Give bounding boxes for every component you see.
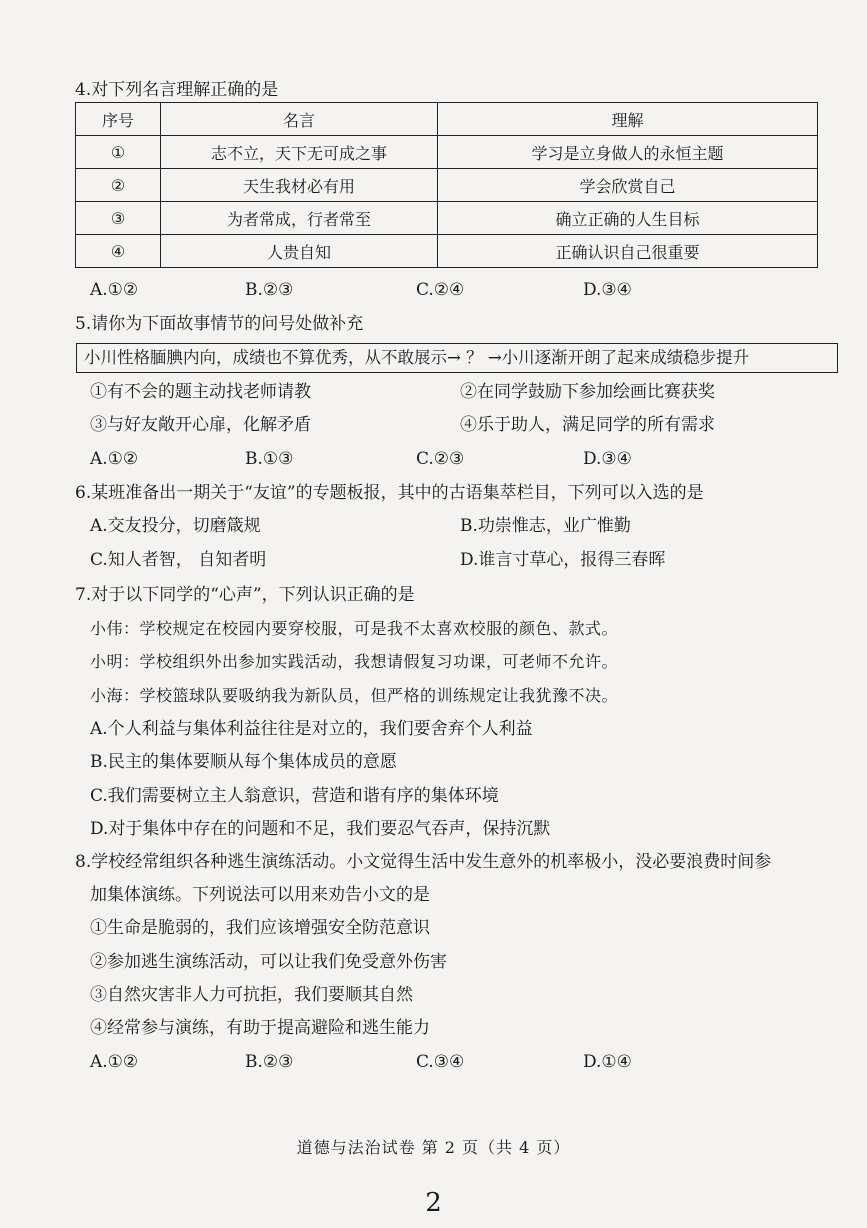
q6-title: 6.某班准备出一期关于“友谊”的专题板报，其中的古语集萃栏目，下列可以入选的是: [75, 483, 704, 503]
q5-item-2: ②在同学鼓励下参加绘画比赛获奖: [460, 382, 715, 402]
q4-option-c: C.②④: [416, 280, 465, 300]
row-understanding: 学会欣赏自己: [438, 169, 818, 202]
q8-title-line2: 加集体演练。下列说法可以用来劝告小文的是: [90, 885, 430, 905]
q5-option-a: A.①②: [90, 449, 139, 469]
q7-voice-xiaoming: 小明：学校组织外出参加实践活动，我想请假复习功课，可老师不允许。: [90, 652, 619, 671]
page-footer: 道德与法治试卷 第 2 页（共 4 页）: [296, 1138, 571, 1157]
row-index: ④: [76, 235, 161, 268]
q5-item-1: ①有不会的题主动找老师请教: [90, 382, 311, 402]
header-index: 序号: [76, 103, 161, 136]
table-row: [76, 202, 818, 235]
q4-quote-table: [75, 102, 818, 268]
row-index: ①: [76, 136, 161, 169]
row-quote: 志不立，天下无可成之事: [161, 136, 438, 169]
q4-option-a: A.①②: [90, 280, 139, 300]
q7-option-d: D.对于集体中存在的问题和不足，我们要忍气吞声，保持沉默: [90, 819, 551, 839]
q5-story-box: 小川性格腼腆内向，成绩也不算优秀，从不敢展示→ ？ →小川逐渐开朗了起来成绩稳步提升: [76, 343, 838, 373]
table-header-row: [76, 103, 818, 136]
q4-title: 4.对下列名言理解正确的是: [75, 80, 279, 100]
row-understanding: 确立正确的人生目标: [438, 202, 818, 235]
q7-voice-xiaowei: 小伟：学校规定在校园内要穿校服，可是我不太喜欢校服的颜色、款式。: [90, 619, 619, 638]
q5-option-d: D.③④: [583, 449, 632, 469]
table-row: [76, 235, 818, 268]
row-quote: 人贵自知: [161, 235, 438, 268]
row-index: ③: [76, 202, 161, 235]
row-index: ②: [76, 169, 161, 202]
q7-voice-xiaohai: 小海：学校篮球队要吸纳我为新队员，但严格的训练规定让我犹豫不决。: [90, 686, 619, 705]
q5-title: 5.请你为下面故事情节的问号处做补充: [75, 314, 364, 334]
header-quote: 名言: [161, 103, 438, 136]
q8-option-d: D.①④: [583, 1052, 632, 1072]
q7-title: 7.对于以下同学的“心声”，下列认识正确的是: [75, 585, 415, 605]
q4-option-d: D.③④: [583, 280, 632, 300]
page-number: 2: [425, 1188, 442, 1218]
q7-option-b: B.民主的集体要顺从每个集体成员的意愿: [90, 752, 397, 772]
q8-item-2: ②参加逃生演练活动，可以让我们免受意外伤害: [90, 952, 447, 972]
row-quote: 天生我材必有用: [161, 169, 438, 202]
q6-option-b: B.功崇惟志，业广惟勤: [460, 516, 631, 536]
row-quote: 为者常成，行者常至: [161, 202, 438, 235]
q8-option-a: A.①②: [90, 1052, 139, 1072]
q5-option-b: B.①③: [245, 449, 294, 469]
header-understanding: 理解: [438, 103, 818, 136]
q8-item-4: ④经常参与演练，有助于提高避险和逃生能力: [90, 1018, 430, 1038]
q8-title-line1: 8.学校经常组织各种逃生演练活动。小文觉得生活中发生意外的机率极小，没必要浪费时间参: [75, 852, 772, 872]
q4-option-b: B.②③: [245, 280, 294, 300]
q8-option-c: C.③④: [416, 1052, 465, 1072]
q6-option-c: C.知人者智， 自知者明: [90, 550, 267, 570]
q7-option-c: C.我们需要树立主人翁意识，营造和谐有序的集体环境: [90, 786, 499, 806]
q7-option-a: A.个人利益与集体利益往往是对立的，我们要舍弃个人利益: [90, 719, 533, 739]
row-understanding: 学习是立身做人的永恒主题: [438, 136, 818, 169]
table-row: [76, 136, 818, 169]
row-understanding: 正确认识自己很重要: [438, 235, 818, 268]
q6-option-a: A.交友投分，切磨箴规: [90, 516, 261, 536]
q8-option-b: B.②③: [245, 1052, 294, 1072]
table-row: [76, 169, 818, 202]
q8-item-1: ①生命是脆弱的，我们应该增强安全防范意识: [90, 918, 430, 938]
q5-option-c: C.②③: [416, 449, 465, 469]
q6-option-d: D.谁言寸草心，报得三春晖: [460, 550, 666, 570]
q5-item-4: ④乐于助人，满足同学的所有需求: [460, 415, 715, 435]
q5-item-3: ③与好友敞开心扉，化解矛盾: [90, 415, 311, 435]
q8-item-3: ③自然灾害非人力可抗拒，我们要顺其自然: [90, 985, 413, 1005]
